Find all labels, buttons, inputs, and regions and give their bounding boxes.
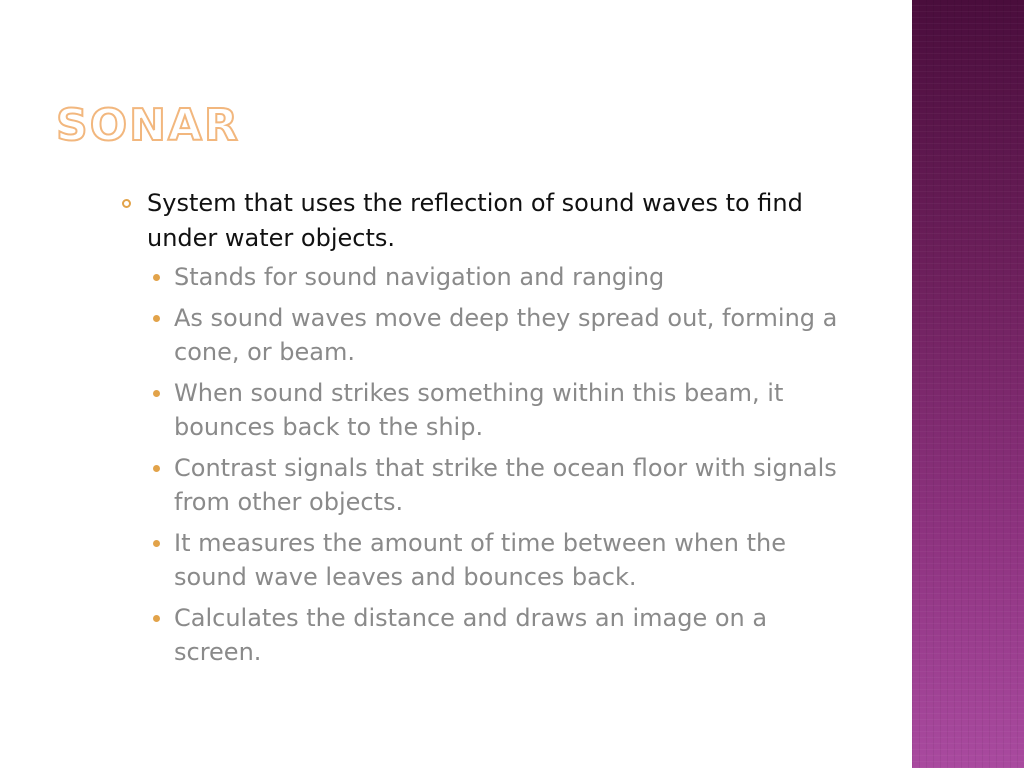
sub-bullet-text: Contrast signals that strike the ocean floor with signals from other objects. xyxy=(174,454,837,516)
sub-bullet-text: Stands for sound navigation and ranging xyxy=(174,263,665,291)
sub-bullet-text: When sound strikes something within this beam, it bounces back to the ship. xyxy=(174,379,784,441)
dot-bullet-icon xyxy=(153,274,160,281)
sub-bullet-text: It measures the amount of time between when the sound wave leaves and bounces back. xyxy=(174,529,787,591)
sub-bullet xyxy=(147,451,855,519)
dot-bullet-icon xyxy=(153,390,160,397)
slide-content xyxy=(120,186,855,676)
sub-bullet-list xyxy=(120,260,855,669)
sub-bullet-text: As sound waves move deep they spread out, forming a cone, or beam. xyxy=(174,304,838,366)
dot-bullet-icon xyxy=(153,315,160,322)
main-bullet-text: System that uses the reflection of sound waves to find under water objects. xyxy=(147,189,803,252)
sub-bullet xyxy=(147,260,855,294)
main-bullet xyxy=(120,186,855,256)
sub-bullet-text: Calculates the distance and draws an image on a screen. xyxy=(174,604,768,666)
dot-bullet-icon xyxy=(153,615,160,622)
decorative-side-band xyxy=(912,0,1024,768)
slide-title: SONAR xyxy=(56,100,240,151)
sub-bullet xyxy=(147,301,855,369)
hollow-circle-bullet-icon xyxy=(122,199,131,208)
dot-bullet-icon xyxy=(153,540,160,547)
sub-bullet xyxy=(147,601,855,669)
sub-bullet xyxy=(147,376,855,444)
dot-bullet-icon xyxy=(153,465,160,472)
sub-bullet xyxy=(147,526,855,594)
